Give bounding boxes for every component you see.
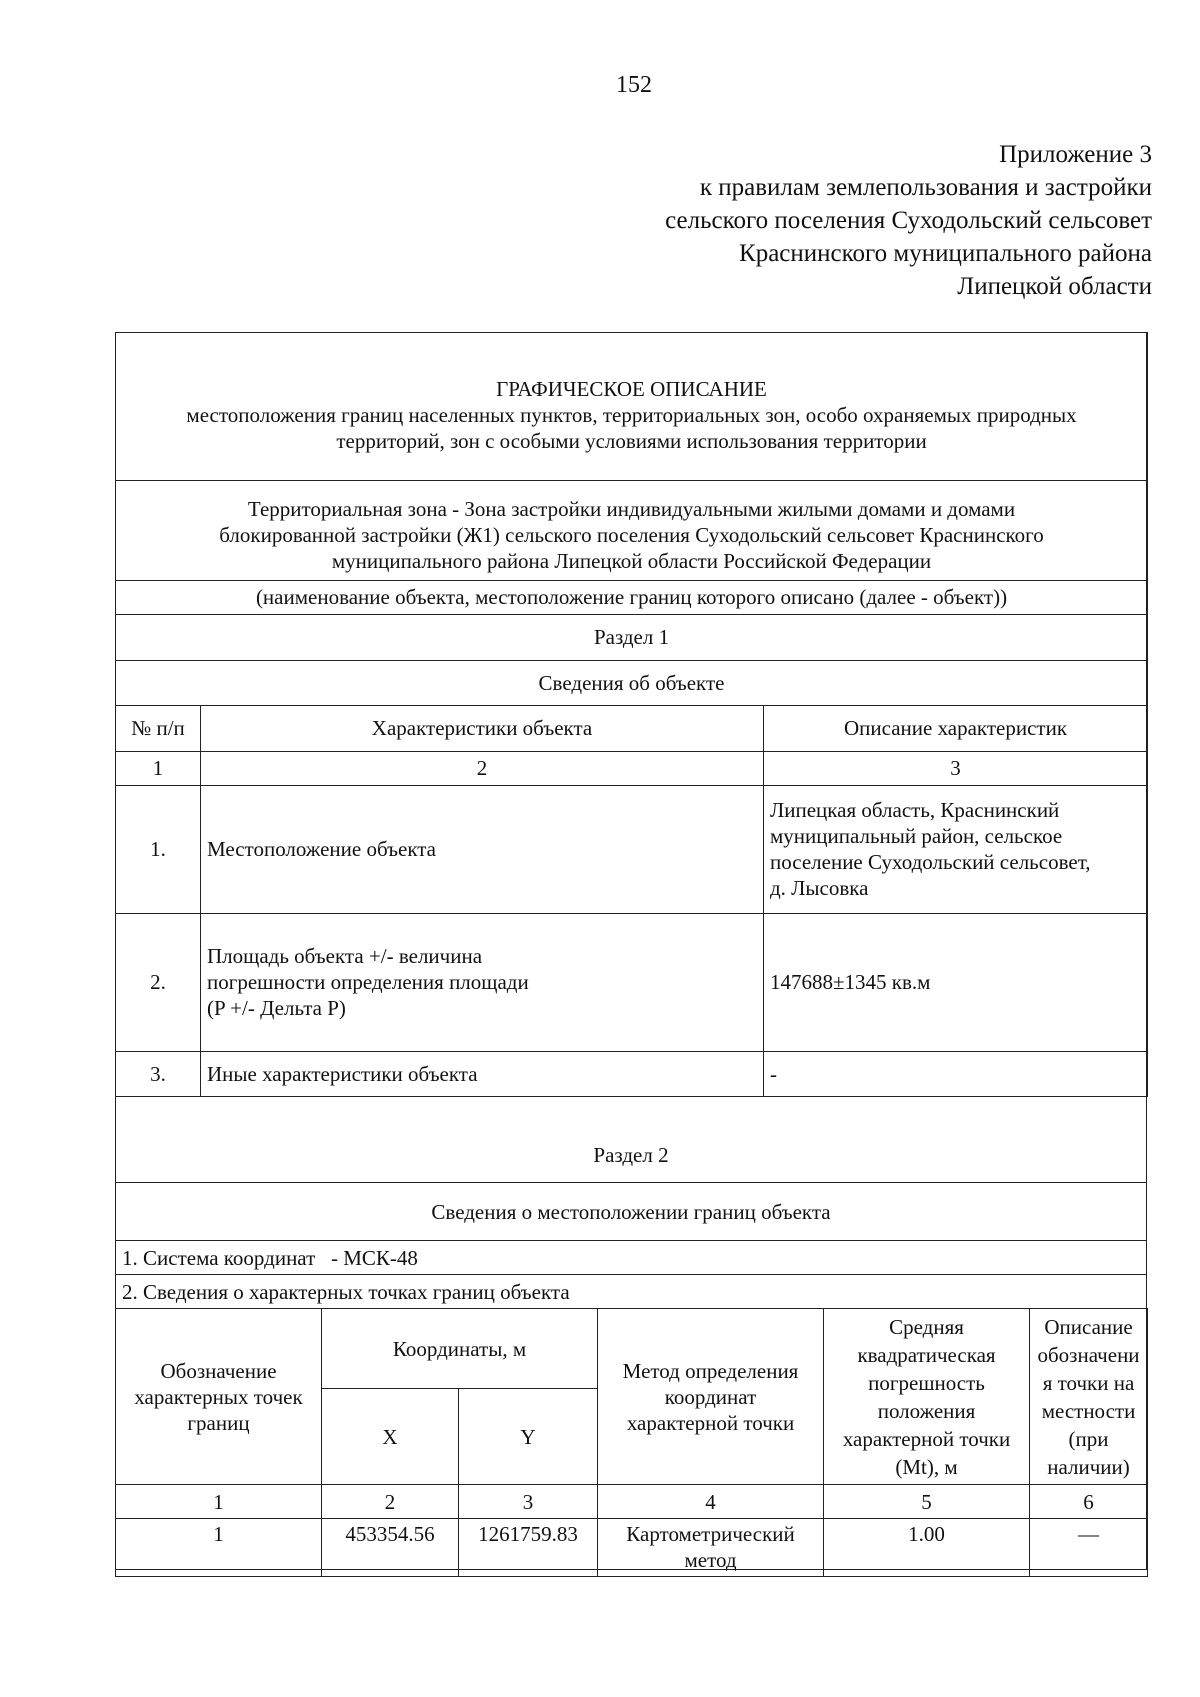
text-line: Метод определения [622, 1358, 799, 1383]
appendix-line: Приложение 3 [999, 141, 1152, 168]
header-designation [116, 1309, 322, 1485]
row-number: 2. [116, 913, 201, 1051]
object-name-line: муниципального района Липецкой области Российской Федерации [331, 549, 932, 573]
column-number: 3 [459, 1485, 598, 1519]
table-row [116, 1519, 1148, 1577]
column-number: 5 [824, 1485, 1030, 1519]
row-number: 3. [116, 1051, 201, 1096]
header-description: Описание характеристик [764, 705, 1148, 751]
point-description: — [1030, 1519, 1148, 1577]
text-line: метод [684, 1548, 737, 1572]
row-description [764, 913, 1148, 1051]
table-row [116, 913, 1148, 1051]
point-x: 453354.56 [322, 1519, 459, 1577]
header-method [598, 1309, 824, 1485]
text-line: характерной точки [626, 1410, 795, 1435]
text-line: (Mt), м [895, 1454, 958, 1479]
row-characteristic [201, 785, 764, 913]
appendix-line: сельского поселения Суходольский сельсовет [665, 207, 1152, 234]
page-number: 152 [616, 72, 652, 98]
text-line: Обозначение [160, 1358, 277, 1383]
coord-system: 1. Система координат - МСК-48 [116, 1241, 1147, 1275]
column-number: 1 [116, 1485, 322, 1519]
document-title: ГРАФИЧЕСКОЕ ОПИСАНИЕ [496, 376, 767, 401]
text-line: Средняя [889, 1314, 964, 1339]
column-number: 6 [1030, 1485, 1148, 1519]
header-point-description [1030, 1309, 1148, 1485]
appendix-block [452, 138, 1152, 303]
text-line: муниципальный район, сельское [770, 824, 1063, 848]
header-error [824, 1309, 1030, 1485]
text-line: Площадь объекта +/- величина [207, 944, 483, 968]
text-line: (при [1068, 1426, 1109, 1451]
object-caption: (наименование объекта, местоположение границ которого описано (далее - объект)) [116, 580, 1148, 614]
text-line: координат [664, 1384, 757, 1409]
header-coordinates: Координаты, м [322, 1309, 598, 1389]
text-line: Иные характеристики объекта [207, 1061, 478, 1086]
column-number: 2 [322, 1485, 459, 1519]
column-number: 1 [116, 751, 201, 785]
document-subtitle: территорий, зон с особыми условиями использования территории [336, 428, 927, 453]
point-error: 1.00 [824, 1519, 1030, 1577]
row-characteristic [201, 1051, 764, 1096]
document-subtitle: местоположения границ населенных пунктов, территориальных зон, особо охраняемых природных [186, 402, 1077, 427]
text-line: я точки на [1042, 1370, 1135, 1395]
text-line: обозначени [1037, 1342, 1140, 1367]
row-number: 1. [116, 785, 201, 913]
text-line: квадратическая [857, 1342, 996, 1367]
header-x: X [322, 1389, 459, 1485]
text-line: характерной точки [842, 1426, 1011, 1451]
text-line: Картометрический [626, 1522, 795, 1546]
text-line: местности [1041, 1398, 1136, 1423]
section1-table [115, 332, 1148, 1097]
text-line: д. Лысовка [770, 876, 869, 900]
text-line: Местоположение объекта [207, 837, 437, 861]
column-number: 2 [201, 751, 764, 785]
text-line: погрешность [868, 1370, 985, 1395]
row-description [764, 1051, 1148, 1096]
appendix-line: к правилам землепользования и застройки [699, 174, 1152, 201]
header-number: № п/п [116, 705, 201, 751]
text-line: погрешности определения площади [207, 970, 529, 994]
text-line: 147688±1345 кв.м [770, 970, 931, 994]
text-line: Липецкая область, Краснинский [770, 798, 1060, 822]
section1-title: Раздел 1 [116, 614, 1148, 660]
text-line: Описание [1044, 1314, 1133, 1339]
section1-subtitle: Сведения об объекте [116, 660, 1148, 705]
row-characteristic [201, 913, 764, 1051]
text-line: поселение Суходольский сельсовет, [770, 850, 1091, 874]
point-method [598, 1519, 824, 1577]
point-y: 1261759.83 [459, 1519, 598, 1577]
object-name-line: Территориальная зона - Зона застройки индивидуальными жилыми домами и домами [247, 497, 1016, 521]
point-designation: 1 [116, 1519, 322, 1577]
section2-title: Раздел 2 [116, 1097, 1147, 1183]
points-table [115, 1308, 1148, 1577]
text-line: - [770, 1061, 777, 1086]
text-line: наличии) [1047, 1454, 1130, 1479]
section2-header-table [115, 1096, 1147, 1309]
document-header [116, 332, 1148, 480]
text-line: характерных точек [134, 1384, 303, 1409]
text-line: границ [187, 1410, 250, 1435]
table-row [116, 785, 1148, 913]
section2-subtitle: Сведения о местоположении границ объекта [116, 1183, 1147, 1241]
row-description [764, 785, 1148, 913]
points-title: 2. Сведения о характерных точках границ объекта [116, 1275, 1147, 1309]
header-characteristics: Характеристики объекта [201, 705, 764, 751]
table-row [116, 1051, 1148, 1096]
appendix-line: Липецкой области [957, 273, 1152, 300]
text-line: (P +/- Дельта P) [207, 996, 346, 1020]
object-name [116, 480, 1148, 580]
header-y: Y [459, 1389, 598, 1485]
text-line: положения [877, 1398, 976, 1423]
object-name-line: блокированной застройки (Ж1) сельского поселения Суходольский сельсовет Краснинского [219, 523, 1044, 547]
appendix-line: Краснинского муниципального района [739, 240, 1152, 267]
column-number: 4 [598, 1485, 824, 1519]
column-number: 3 [764, 751, 1148, 785]
